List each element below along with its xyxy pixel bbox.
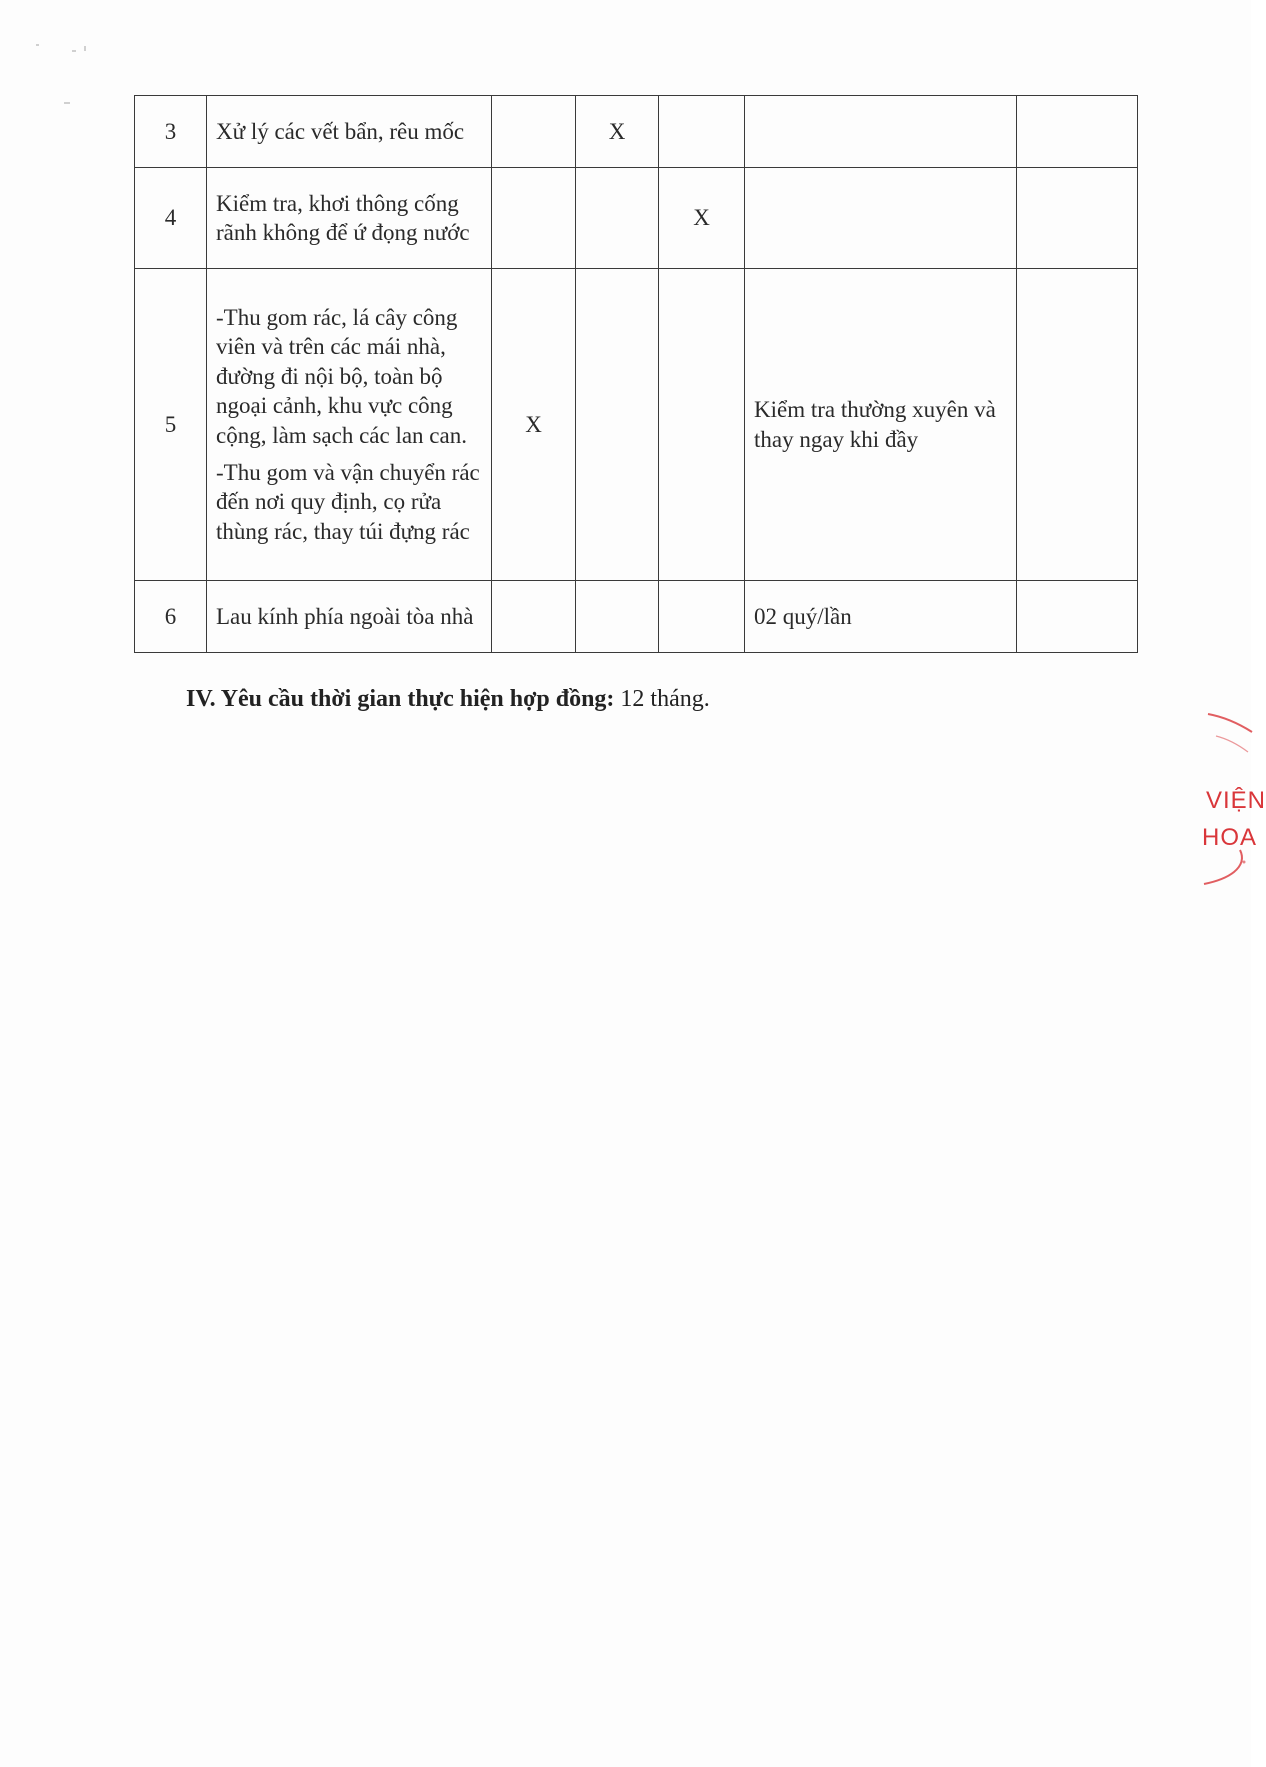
red-seal-stamp: [1196, 712, 1266, 912]
table-row: [135, 96, 1138, 168]
note-cell: [745, 168, 1017, 269]
frequency-mark: [576, 168, 659, 269]
contract-duration-requirement: [186, 686, 710, 713]
row-number: 3: [135, 96, 207, 168]
scan-speck: [36, 44, 39, 46]
table-row: [135, 168, 1138, 269]
frequency-mark: [659, 581, 745, 653]
task-text: -Thu gom và vận chuyển rác đến nơi quy định, cọ rửa thùng rác, thay túi đựng rác: [216, 459, 480, 544]
frequency-mark: X: [576, 96, 659, 168]
requirement-label: IV. Yêu cầu thời gian thực hiện hợp đồng:: [186, 686, 615, 712]
table-row: [135, 581, 1138, 653]
stamp-text-line: VIỆN: [1206, 787, 1266, 814]
empty-cell: [1017, 168, 1138, 269]
frequency-mark: X: [492, 269, 576, 581]
frequency-mark: [576, 269, 659, 581]
frequency-mark: [492, 168, 576, 269]
frequency-mark: [659, 269, 745, 581]
table-row: [135, 269, 1138, 581]
note-cell: [745, 96, 1017, 168]
frequency-mark: [659, 96, 745, 168]
task-text: -Thu gom rác, lá cây công viên và trên các mái nhà, đường đi nội bộ, toàn bộ ngoại cảnh, khu vực công cộng, làm sạch các lan can.: [216, 304, 467, 448]
stamp-text-line: HOA: [1202, 824, 1258, 851]
requirement-value: 12 tháng.: [614, 686, 710, 712]
scan-speck: [64, 102, 70, 104]
task-description: [207, 96, 492, 168]
task-description: [207, 168, 492, 269]
task-table: [134, 95, 1138, 653]
empty-cell: [1017, 96, 1138, 168]
frequency-mark: [576, 581, 659, 653]
frequency-mark: X: [659, 168, 745, 269]
empty-cell: [1017, 581, 1138, 653]
task-text: Lau kính phía ngoài tòa nhà: [216, 603, 474, 629]
task-description: [207, 269, 492, 581]
task-text: Kiểm tra, khơi thông cống rãnh không để ứ đọng nước: [216, 190, 470, 245]
row-number: 4: [135, 168, 207, 269]
empty-cell: [1017, 269, 1138, 581]
frequency-mark: [492, 581, 576, 653]
note-cell: 02 quý/lần: [745, 581, 1017, 653]
scan-speck: [84, 46, 86, 51]
row-number: 6: [135, 581, 207, 653]
frequency-mark: [492, 96, 576, 168]
task-text: Xử lý các vết bẩn, rêu mốc: [216, 118, 465, 144]
task-description: [207, 581, 492, 653]
scan-speck: [72, 50, 76, 52]
note-cell: Kiểm tra thường xuyên và thay ngay khi đầy: [745, 269, 1017, 581]
row-number: 5: [135, 269, 207, 581]
